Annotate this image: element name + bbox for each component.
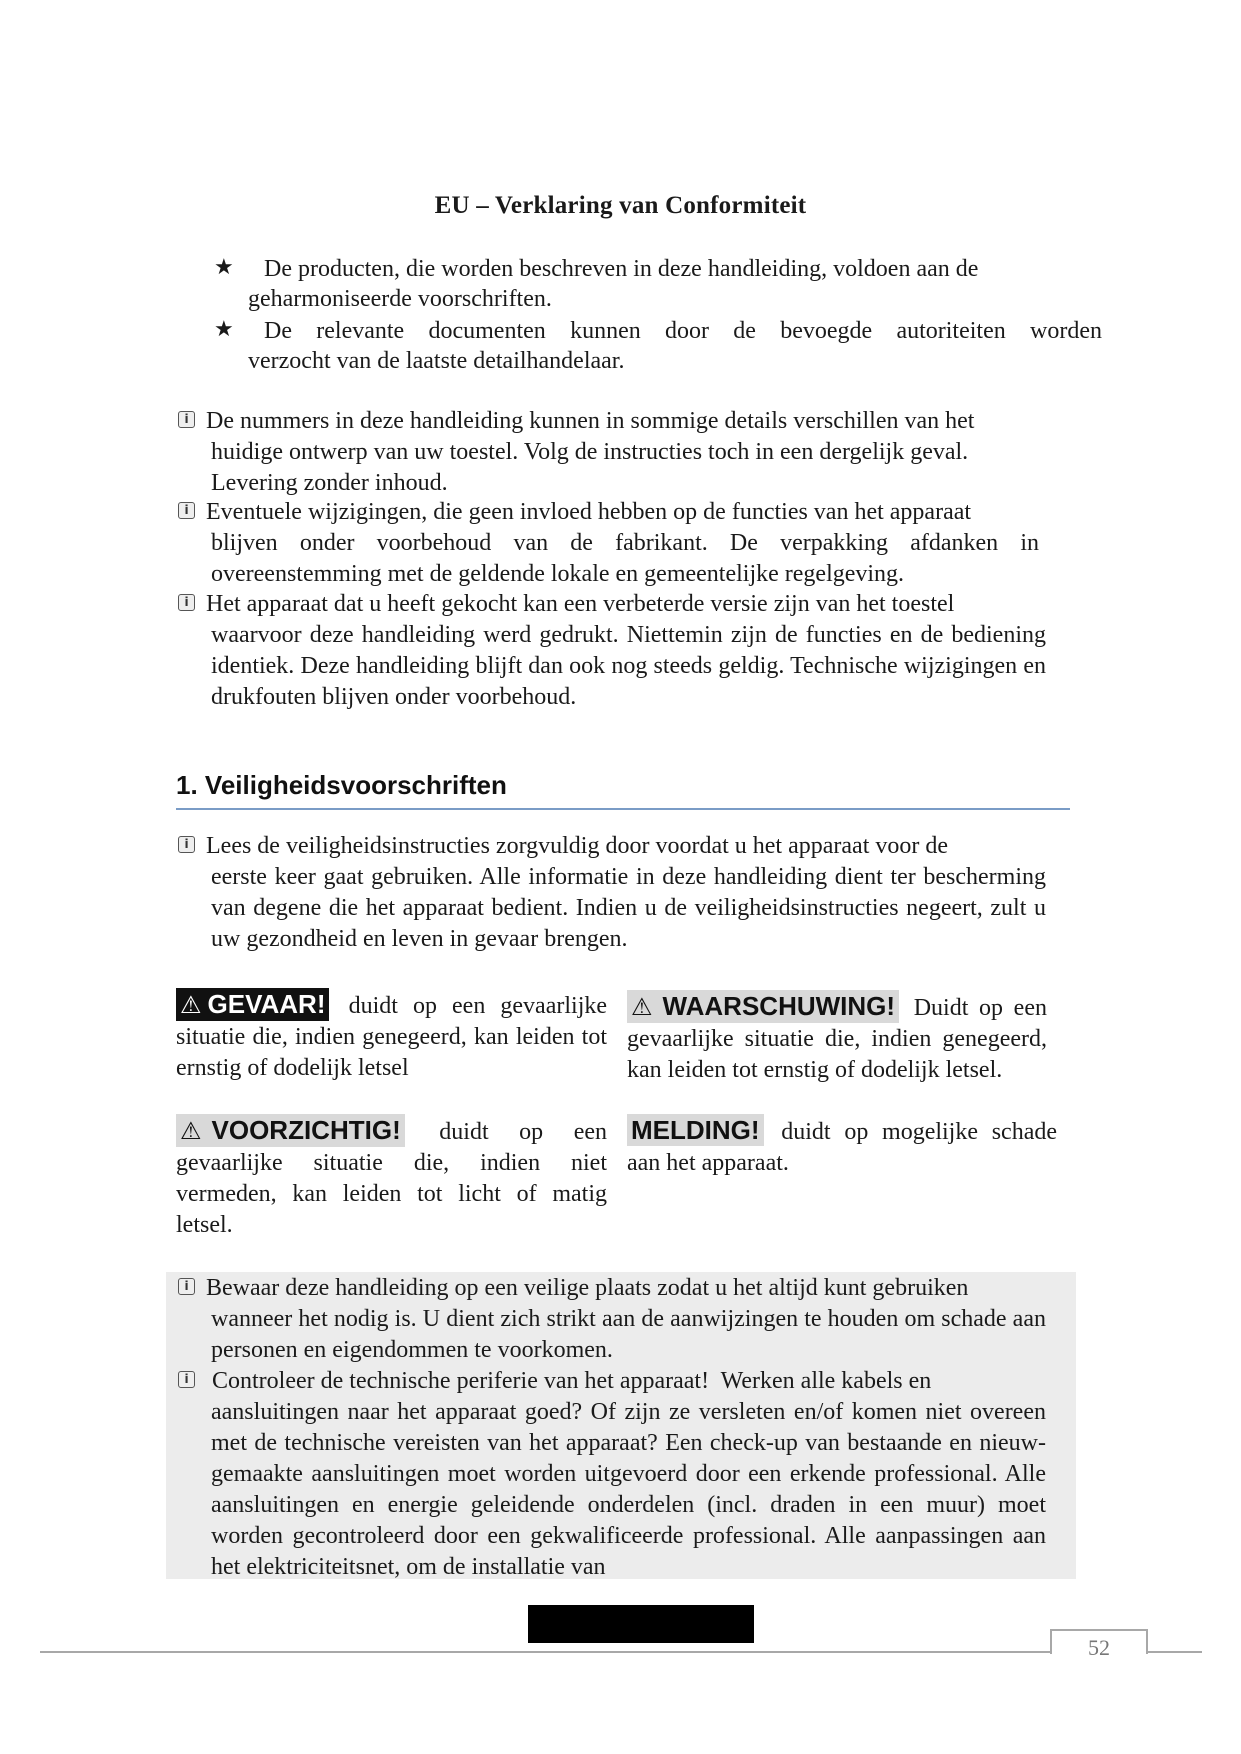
- footer-rule: [40, 1651, 1202, 1653]
- info-icon: i: [178, 836, 195, 853]
- info-note-first: Het apparaat dat u heeft gekocht kan een verbeterde versie zijn van het toestel: [206, 591, 955, 617]
- bullet-line2: geharmoniseerde voorschriften.: [248, 286, 552, 312]
- info-note-rest: huidige ontwerp van uw toestel. Volg de instructies toch in een dergelijk geval. Levering zonder inhoud.: [211, 439, 969, 496]
- info-note: [176, 406, 1074, 499]
- redaction-block: [528, 1605, 754, 1643]
- box-note-first: Controleer de technische periferie van het apparaat! Werken alle kabels en: [206, 1368, 932, 1394]
- safety-intro: [176, 831, 1074, 955]
- box-note: [176, 1366, 1074, 1583]
- warning-triangle-icon: ⚠: [631, 993, 653, 1021]
- info-note: [176, 589, 1074, 713]
- info-note-rest: waarvoor deze handleiding werd gedrukt. Niettemin zijn de functies en de bediening identiek. Deze handleiding blijft dan ook nog steeds geldig. Technische wijzigingen en drukfouten blijven onder voorbehoud.: [211, 622, 1046, 710]
- signal-caution: [176, 1114, 607, 1241]
- box-note-rest: wanneer het nodig is. U dient zich strikt aan de aanwijzingen te houden om schade aan personen en eigendommen te voorkomen.: [211, 1306, 1046, 1363]
- declaration-title: EU – Verklaring van Conformiteit: [434, 192, 807, 219]
- info-note-first: De nummers in deze handleiding kunnen in sommige details verschillen van het: [206, 408, 975, 434]
- box-note-first: Bewaar deze handleiding op een veilige plaats zodat u het altijd kunt gebruiken: [206, 1275, 969, 1301]
- info-icon: i: [178, 411, 195, 428]
- danger-label: ⚠ GEVAAR!: [176, 988, 329, 1021]
- caution-text: duidt op een gevaarlijke situatie die, indien niet vermeden, kan leiden tot licht of matig letsel.: [176, 1119, 608, 1238]
- info-note-rest: blijven onder voorbehoud van de fabrikant. De verpakking afdanken in overeenstemming met de geldende lokale en gemeentelijke regelgeving.: [211, 530, 1039, 587]
- signal-warning: [627, 990, 1047, 1086]
- notice-label: MELDING!: [627, 1114, 764, 1146]
- box-note-rest: aansluitingen naar het apparaat goed? Of zijn ze versleten en/of komen niet overeen met de technische vereisten van het apparaat? Een check-up van bestaande en nieuw-gemaakte aansluitingen moet worden uitgevoerd door een erkende professional. Alle aansluitingen en energie geleidende onderdelen (incl. draden in een muur) moet worden gecontroleerd door een gekwalificeerde professional. Alle aanpassingen aan het elektriciteitsnet, om de installatie van: [211, 1399, 1046, 1580]
- signal-danger: [176, 988, 607, 1084]
- bullet-item: [214, 316, 1102, 376]
- section-title: 1. Veiligheidsvoorschriften: [176, 770, 507, 800]
- bullet-item: [214, 254, 1102, 314]
- star-icon: ★: [214, 255, 234, 280]
- warning-triangle-icon: ⚠: [180, 1117, 202, 1145]
- box-note: [176, 1273, 1074, 1366]
- warning-label: ⚠ WAARSCHUWING!: [627, 990, 899, 1023]
- page-number: 52: [1050, 1629, 1148, 1654]
- info-note-first: Eventuele wijzigingen, die geen invloed hebben op de functies van het apparaat: [206, 499, 972, 525]
- warning-text: Duidt op een gevaarlijke situatie die, indien genegeerd, kan leiden tot ernstig of dodelijk letsel.: [627, 995, 1047, 1083]
- bullet-line1: De relevante documenten kunnen door de bevoegde autoriteiten worden: [264, 318, 1102, 344]
- safety-intro-first: Lees de veiligheidsinstructies zorgvuldig door voordat u het apparaat voor de: [206, 833, 949, 859]
- bullet-line1: De producten, die worden beschreven in deze handleiding, voldoen aan de: [264, 256, 979, 282]
- signal-notice: [627, 1114, 1057, 1179]
- notice-text: duidt op mogelijke schade aan het apparaat.: [627, 1119, 1058, 1176]
- info-icon: i: [178, 1278, 195, 1295]
- info-note: [176, 497, 1074, 590]
- bullet-line2: verzocht van de laatste detailhandelaar.: [248, 348, 625, 374]
- info-icon: i: [178, 594, 195, 611]
- warning-triangle-icon: ⚠: [180, 991, 202, 1019]
- danger-text: duidt op een gevaarlijke situatie die, indien genegeerd, kan leiden tot ernstig of dodelijk letsel: [176, 993, 608, 1081]
- safety-intro-rest: eerste keer gaat gebruiken. Alle informatie in deze handleiding dient ter bescherming van degene die het apparaat bedient. Indien u de veiligheidsinstructies negeert, zult u uw gezondheid en leven in gevaar brengen.: [211, 864, 1046, 952]
- info-icon: i: [178, 1371, 195, 1388]
- section-underline: [176, 808, 1070, 810]
- caution-label: ⚠ VOORZICHTIG!: [176, 1114, 405, 1147]
- info-icon: i: [178, 502, 195, 519]
- star-icon: ★: [214, 317, 234, 342]
